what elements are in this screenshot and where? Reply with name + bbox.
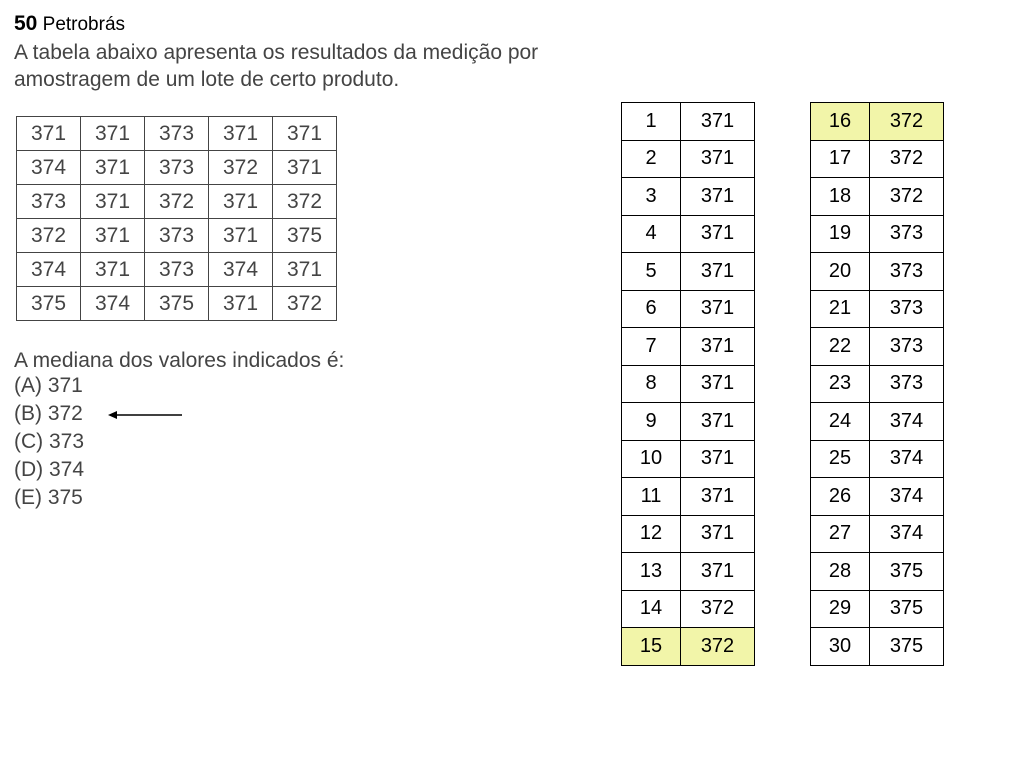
sorted-value: 372 (870, 103, 944, 141)
sorted-value: 371 (681, 215, 755, 253)
sorted-row (811, 440, 944, 478)
sorted-value: 371 (681, 140, 755, 178)
table-cell: 371 (81, 117, 145, 151)
sorted-value: 371 (681, 440, 755, 478)
table-row (17, 151, 337, 185)
sorted-row (622, 140, 755, 178)
sorted-table-right (810, 102, 944, 666)
sorted-row (622, 290, 755, 328)
sorted-position: 1 (622, 103, 681, 141)
sorted-position: 4 (622, 215, 681, 253)
sorted-row (622, 253, 755, 291)
sorted-row (622, 590, 755, 628)
sorted-value: 375 (870, 628, 944, 666)
sorted-value: 371 (681, 103, 755, 141)
table-cell: 371 (273, 117, 337, 151)
sorted-value: 371 (681, 515, 755, 553)
sorted-value: 373 (870, 215, 944, 253)
sorted-position: 19 (811, 215, 870, 253)
table-cell: 371 (81, 219, 145, 253)
measurement-table (16, 116, 337, 321)
answer-options (14, 372, 84, 512)
sorted-value: 374 (870, 440, 944, 478)
sorted-value: 372 (681, 628, 755, 666)
table-cell: 371 (273, 151, 337, 185)
table-cell: 373 (145, 219, 209, 253)
sorted-row (622, 628, 755, 666)
question-source: Petrobrás (42, 14, 126, 35)
sorted-row (622, 103, 755, 141)
table-cell: 371 (81, 253, 145, 287)
sorted-row (811, 215, 944, 253)
sorted-row (622, 403, 755, 441)
table-cell: 374 (17, 253, 81, 287)
question-title (14, 11, 125, 38)
sorted-row (811, 328, 944, 366)
sorted-position: 23 (811, 365, 870, 403)
table-cell: 375 (17, 287, 81, 321)
sorted-value: 373 (870, 328, 944, 366)
answer-option: (A) 371 (14, 374, 83, 397)
sorted-value: 371 (681, 328, 755, 366)
question-intro: A tabela abaixo apresenta os resultados da medição por amostragem de um lote de certo produto. (14, 41, 539, 91)
question-number: 50 (14, 12, 38, 35)
sorted-value: 371 (681, 178, 755, 216)
sorted-value: 373 (870, 253, 944, 291)
table-cell: 372 (273, 185, 337, 219)
sorted-row (622, 328, 755, 366)
table-cell: 372 (273, 287, 337, 321)
table-cell: 371 (273, 253, 337, 287)
sorted-position: 18 (811, 178, 870, 216)
sorted-value: 371 (681, 403, 755, 441)
sorted-row (622, 215, 755, 253)
table-cell: 374 (81, 287, 145, 321)
table-cell: 373 (17, 185, 81, 219)
table-row (17, 219, 337, 253)
sorted-position: 22 (811, 328, 870, 366)
sorted-row (811, 140, 944, 178)
sorted-position: 14 (622, 590, 681, 628)
table-cell: 371 (209, 287, 273, 321)
sorted-position: 27 (811, 515, 870, 553)
sorted-position: 10 (622, 440, 681, 478)
sorted-row (811, 103, 944, 141)
table-cell: 371 (81, 151, 145, 185)
sorted-position: 30 (811, 628, 870, 666)
sorted-row (811, 365, 944, 403)
sorted-value: 372 (870, 178, 944, 216)
sorted-position: 5 (622, 253, 681, 291)
answer-option: (E) 375 (14, 486, 83, 509)
sorted-position: 29 (811, 590, 870, 628)
sorted-row (622, 440, 755, 478)
sorted-value: 371 (681, 253, 755, 291)
sorted-row (811, 590, 944, 628)
sorted-position: 9 (622, 403, 681, 441)
sorted-position: 13 (622, 553, 681, 591)
sorted-value: 371 (681, 478, 755, 516)
question-prompt: A mediana dos valores indicados é: (14, 349, 345, 372)
sorted-value: 371 (681, 365, 755, 403)
sorted-position: 12 (622, 515, 681, 553)
sorted-row (811, 403, 944, 441)
sorted-position: 16 (811, 103, 870, 141)
sorted-value: 373 (870, 290, 944, 328)
sorted-value: 374 (870, 478, 944, 516)
sorted-position: 20 (811, 253, 870, 291)
sorted-value: 375 (870, 553, 944, 591)
sorted-value: 373 (870, 365, 944, 403)
sorted-row (622, 515, 755, 553)
answer-option: (D) 374 (14, 458, 85, 481)
sorted-position: 7 (622, 328, 681, 366)
table-cell: 372 (145, 185, 209, 219)
sorted-row (622, 178, 755, 216)
table-cell: 371 (209, 185, 273, 219)
table-cell: 372 (17, 219, 81, 253)
table-cell: 375 (145, 287, 209, 321)
sorted-value: 374 (870, 403, 944, 441)
table-cell: 373 (145, 253, 209, 287)
sorted-value: 372 (870, 140, 944, 178)
sorted-row (811, 178, 944, 216)
table-row (17, 117, 337, 151)
answer-arrow-icon (108, 408, 184, 422)
sorted-row (811, 290, 944, 328)
table-row (17, 287, 337, 321)
sorted-position: 11 (622, 478, 681, 516)
answer-option: (C) 373 (14, 430, 85, 453)
sorted-position: 24 (811, 403, 870, 441)
table-cell: 375 (273, 219, 337, 253)
sorted-value: 372 (681, 590, 755, 628)
sorted-row (811, 515, 944, 553)
sorted-row (622, 365, 755, 403)
table-row (17, 185, 337, 219)
sorted-position: 6 (622, 290, 681, 328)
table-cell: 371 (209, 117, 273, 151)
sorted-position: 25 (811, 440, 870, 478)
sorted-row (811, 253, 944, 291)
sorted-row (811, 553, 944, 591)
table-cell: 373 (145, 117, 209, 151)
table-cell: 373 (145, 151, 209, 185)
sorted-row (811, 628, 944, 666)
sorted-position: 28 (811, 553, 870, 591)
table-cell: 371 (17, 117, 81, 151)
sorted-position: 2 (622, 140, 681, 178)
sorted-value: 371 (681, 290, 755, 328)
sorted-position: 17 (811, 140, 870, 178)
table-row (17, 253, 337, 287)
sorted-row (622, 553, 755, 591)
table-cell: 371 (81, 185, 145, 219)
sorted-row (811, 478, 944, 516)
sorted-position: 3 (622, 178, 681, 216)
table-cell: 371 (209, 219, 273, 253)
sorted-table-left (621, 102, 755, 666)
table-cell: 374 (17, 151, 81, 185)
table-cell: 374 (209, 253, 273, 287)
sorted-value: 375 (870, 590, 944, 628)
sorted-value: 374 (870, 515, 944, 553)
sorted-value: 371 (681, 553, 755, 591)
sorted-position: 21 (811, 290, 870, 328)
answer-option: (B) 372 (14, 402, 83, 425)
sorted-position: 8 (622, 365, 681, 403)
sorted-position: 15 (622, 628, 681, 666)
sorted-row (622, 478, 755, 516)
sorted-position: 26 (811, 478, 870, 516)
table-cell: 372 (209, 151, 273, 185)
